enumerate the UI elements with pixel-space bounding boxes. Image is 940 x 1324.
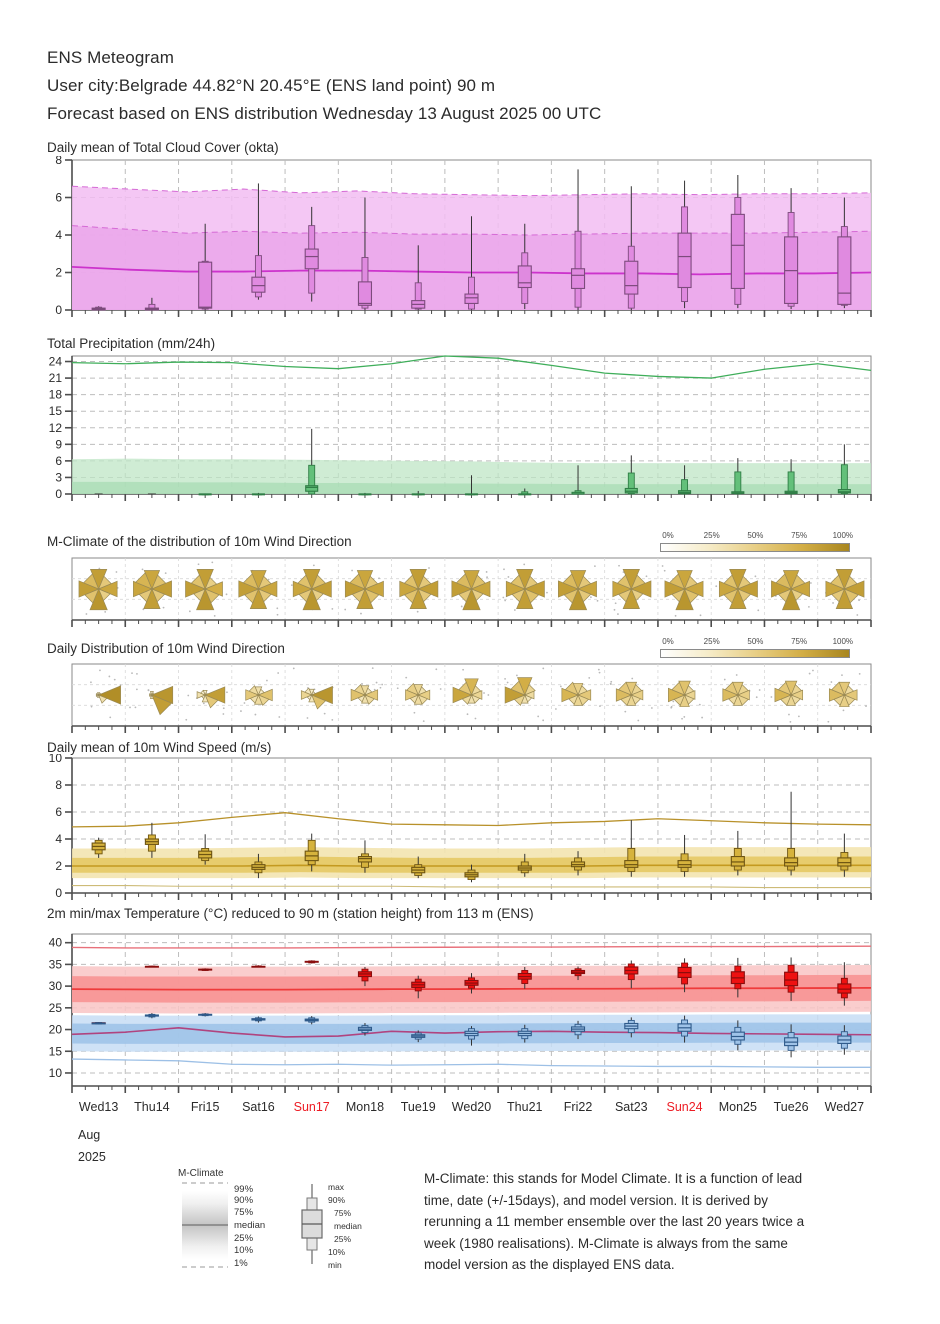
colorbar-tick: 50% — [747, 637, 764, 646]
precip-panel-title: Total Precipitation (mm/24h) — [47, 336, 216, 351]
date-label-thu21: Thu21 — [507, 1100, 543, 1114]
boxplot-legend-row: 25% — [334, 1234, 352, 1244]
svg-text:25: 25 — [48, 1000, 62, 1015]
svg-text:8: 8 — [55, 778, 62, 792]
svg-text:35: 35 — [48, 957, 62, 972]
colorbar-gradient — [660, 543, 850, 552]
temperature-panel — [0, 930, 940, 1094]
mclimate-legend — [178, 1168, 278, 1276]
date-label-wed27: Wed27 — [824, 1100, 865, 1114]
forecast-basis-line: Forecast based on ENS distribution Wednesday 13 August 2025 00 UTC — [47, 104, 602, 123]
colorbar-tick: 0% — [662, 637, 674, 646]
windspeed-panel-title: Daily mean of 10m Wind Speed (m/s) — [47, 740, 272, 755]
svg-text:4: 4 — [55, 832, 62, 846]
colorbar-tick: 100% — [832, 637, 854, 646]
mclimate-legend-row: 90% — [234, 1195, 254, 1206]
location-line: User city:Belgrade 44.82°N 20.45°E (ENS land point) 90 m — [47, 76, 496, 95]
date-label-sun24: Sun24 — [666, 1100, 703, 1114]
mclimate-legend-row: 10% — [234, 1245, 254, 1256]
mclimate-legend-row: 25% — [234, 1233, 254, 1244]
colorbar-tick: 50% — [747, 531, 764, 540]
svg-text:21: 21 — [48, 371, 62, 386]
svg-text:15: 15 — [48, 404, 62, 419]
mclimate-explanation: M-Climate: this stands for Model Climate. It is a function of lead time, date (+/-15days), and model version. It is derived by rerunning a 11 member ensemble over the last 20 years twice a week (1980 realisations). M-Climate is always from the same model version as the displayed ENS data. — [424, 1171, 805, 1273]
mclimate-winddir-panel-title: M-Climate of the distribution of 10m Wind Direction — [47, 534, 352, 549]
svg-text:10: 10 — [48, 1065, 62, 1080]
date-label-mon18: Mon18 — [345, 1100, 385, 1114]
colorbar-tick: 25% — [703, 637, 720, 646]
colorbar-tick: 75% — [791, 637, 808, 646]
date-label-mon25: Mon25 — [718, 1100, 757, 1114]
colorbar-tick: 25% — [703, 531, 720, 540]
daily-windrose-panel — [0, 660, 940, 734]
date-label-tue26: Tue26 — [773, 1100, 809, 1114]
boxplot-legend-row: 75% — [334, 1208, 352, 1218]
month-label: Aug — [78, 1128, 101, 1142]
svg-text:4: 4 — [55, 228, 62, 242]
boxplot-legend-row: 90% — [328, 1195, 346, 1205]
svg-text:2: 2 — [55, 859, 62, 873]
temperature-panel-title: 2m min/max Temperature (°C) reduced to 90 m (station height) from 113 m (ENS) — [47, 906, 534, 921]
svg-text:0: 0 — [55, 886, 62, 900]
date-label-thu14: Thu14 — [134, 1100, 170, 1114]
svg-text:24: 24 — [48, 354, 62, 369]
mclimate-legend-row: 99% — [234, 1184, 254, 1195]
mclimate-legend-title: M-Climate — [178, 1168, 224, 1179]
svg-text:8: 8 — [55, 156, 62, 167]
daily-winddir-panel-title: Daily Distribution of 10m Wind Direction — [47, 641, 285, 656]
svg-text:0: 0 — [55, 487, 62, 501]
svg-text:0: 0 — [55, 303, 62, 317]
svg-text:6: 6 — [55, 453, 62, 468]
boxplot-legend-row: 10% — [328, 1247, 346, 1257]
date-label-fri22: Fri22 — [563, 1100, 593, 1114]
svg-text:18: 18 — [48, 387, 62, 402]
colorbar-tick: 75% — [791, 531, 808, 540]
svg-text:3: 3 — [55, 470, 62, 485]
svg-text:6: 6 — [55, 190, 62, 205]
date-label-tue19: Tue19 — [400, 1100, 436, 1114]
date-label-sat23: Sat23 — [614, 1100, 648, 1114]
colorbar-tick: 0% — [662, 531, 674, 540]
svg-text:9: 9 — [55, 437, 62, 452]
boxplot-legend-row: median — [334, 1221, 362, 1231]
year-label: 2025 — [78, 1150, 106, 1164]
date-label-sun17: Sun17 — [293, 1100, 330, 1114]
svg-text:40: 40 — [48, 935, 62, 950]
date-label-fri15: Fri15 — [190, 1100, 220, 1114]
cloud-cover-panel — [0, 156, 940, 318]
mclimate-legend-row: 75% — [234, 1207, 254, 1218]
colorbar-tick: 100% — [832, 531, 854, 540]
cloud-panel-title: Daily mean of Total Cloud Cover (okta) — [47, 140, 279, 155]
mclimate-legend-row: 1% — [234, 1258, 248, 1269]
wind-speed-panel — [0, 754, 940, 901]
svg-text:20: 20 — [48, 1022, 62, 1037]
svg-text:12: 12 — [48, 420, 62, 435]
mclimate-windrose-panel — [0, 554, 940, 628]
windrose-colorbar-mclimate — [660, 531, 854, 552]
boxplot-legend-row: min — [328, 1260, 342, 1270]
svg-text:6: 6 — [55, 805, 62, 819]
mclimate-legend-row: median — [234, 1220, 266, 1231]
svg-text:30: 30 — [48, 979, 62, 994]
svg-text:2: 2 — [55, 265, 62, 280]
date-label-wed20: Wed20 — [451, 1100, 492, 1114]
boxplot-legend — [290, 1178, 410, 1275]
date-label-sat16: Sat16 — [242, 1100, 275, 1114]
windrose-colorbar-daily — [660, 637, 854, 658]
svg-text:15: 15 — [48, 1044, 62, 1059]
date-label-wed13: Wed13 — [78, 1100, 119, 1114]
page-title: ENS Meteogram — [47, 48, 174, 67]
boxplot-legend-row: max — [328, 1182, 345, 1192]
colorbar-gradient — [660, 649, 850, 658]
precipitation-panel — [0, 352, 940, 502]
svg-text:10: 10 — [48, 754, 62, 765]
